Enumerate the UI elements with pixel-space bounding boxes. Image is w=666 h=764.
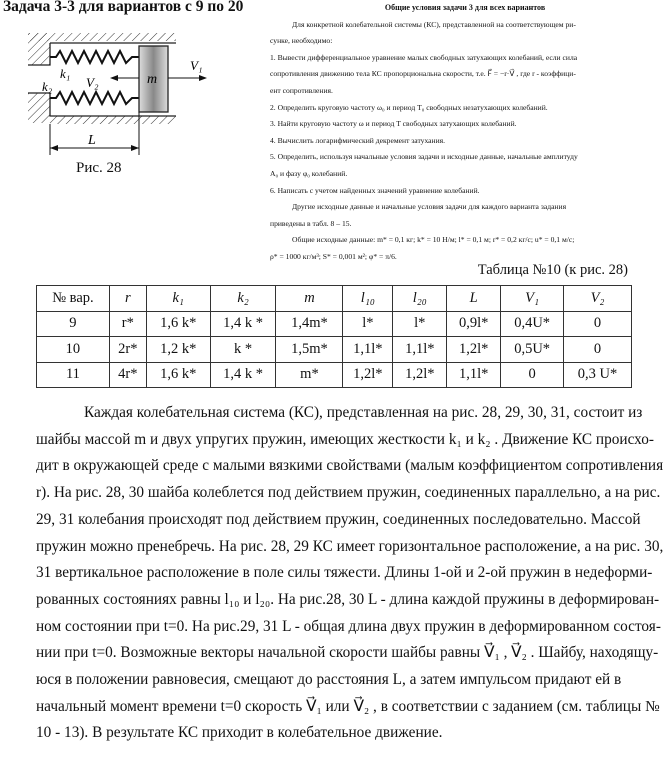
cell: 1,2 k*: [146, 337, 210, 363]
cell: 0: [564, 311, 632, 337]
figure-spring-mass: [0, 20, 230, 160]
text-line: начальный момент времени t=0 скорость V⃗₁ или V⃗₂ , в соответствии с заданием (см. таблицы №: [36, 697, 660, 715]
header-cell: k₁: [146, 286, 210, 312]
text-line: Общие исходные данные: m* = 0,1 кг; k* = 10 Н/м; l* = 0,1 м; r* = 0,2 кг/с; u* = 0,1 м/с;: [292, 235, 575, 245]
text-line: ном состоянии при t=0. На рис.29, 31 L - общая длина двух пружин в деформированном состоя-: [36, 617, 661, 635]
header-cell: № вар.: [37, 286, 110, 312]
label-v1: V₁: [190, 58, 203, 73]
cell: 1,6 k*: [146, 362, 210, 388]
cell: 0: [564, 337, 632, 363]
cell: 1,6 k*: [146, 311, 210, 337]
text-line: сопротивления движению тела КС пропорциональна скорости, т.е. F⃗ = −r·V⃗ , где r - коэффици-: [270, 69, 576, 79]
label-L: L: [88, 133, 96, 148]
cell: l*: [393, 311, 447, 337]
cell: 1,1l*: [393, 337, 447, 363]
label-k1: k₁: [60, 66, 71, 81]
text-line: юся в положении равновесия, смещают до расстояния L, а затем импульсом придают ей в: [36, 671, 622, 689]
table-caption: Таблица №10 (к рис. 28): [477, 262, 628, 278]
text-line: 31 вертикальное расположение в поле силы тяжести. Длины 1-ой и 2-ой пружин в недеформи-: [36, 564, 653, 582]
text-line: 3. Найти круговую частоту ω и период T свободных затухающих колебаний.: [270, 119, 517, 129]
cell: 0,4U*: [501, 311, 564, 337]
cell: 0,5U*: [501, 337, 564, 363]
task-title: Задача 3-3 для вариантов с 9 по 20: [3, 0, 244, 15]
text-line: 4. Вычислить логарифмический декремент затухания.: [270, 135, 446, 145]
text-line: 6. Написать с учетом найденных значений уравнение колебаний.: [270, 185, 480, 195]
text-line: ρ* = 1000 кг/м³; S* = 0,001 м²; φ* = π/6.: [270, 251, 397, 261]
text-line: r). На рис. 28, 30 шайба колеблется под действием пружин, соединенных параллельно, а на рис.: [36, 484, 661, 502]
cell: 2r*: [109, 337, 146, 363]
cell: 11: [37, 362, 110, 388]
cell: 1,4m*: [276, 311, 343, 337]
cell: 1,4 k *: [210, 362, 276, 388]
text-line: A₀ и фазу φ₀ колебаний.: [270, 168, 348, 178]
text-line: 5. Определить, используя начальные условия задачи и исходные данные, начальные амплитуду: [270, 152, 578, 162]
cell: 9: [37, 311, 110, 337]
header-cell: r: [109, 286, 146, 312]
header-cell: L: [447, 286, 501, 312]
text-line: нии при t=0. Возможные векторы начальной скорости шайбы равны V⃗₁ , V⃗₂ . Шайбу, находящу-: [36, 644, 659, 662]
header-cell: V₁: [501, 286, 564, 312]
cell: r*: [109, 311, 146, 337]
cell: k *: [210, 337, 276, 363]
cell: 1,1l*: [447, 362, 501, 388]
cell: 1,2l*: [393, 362, 447, 388]
header-cell: l₂₀: [393, 286, 447, 312]
text-line: Для конкретной колебательной системы (КС), представленной на соответствующем ри-: [292, 19, 576, 29]
cell: l*: [343, 311, 393, 337]
text-line: сунке, необходимо:: [270, 36, 333, 46]
text-line: Другие исходные данные и начальные условия задачи для каждого варианта задания: [292, 202, 567, 212]
figure-caption: Рис. 28: [76, 160, 122, 176]
label-k2: k₂: [42, 79, 53, 94]
text-line: шайбы массой m и двух упругих пружин, имеющих жесткости k₁ и k₂ . Движение КС происхо-: [36, 430, 654, 448]
cell: 10: [37, 337, 110, 363]
header-cell: m: [276, 286, 343, 312]
text-line: Каждая колебательная система (КС), представленная на рис. 28, 29, 30, 31, состоит из: [84, 404, 643, 421]
description-paragraph: [36, 400, 664, 747]
cell: 1,1l*: [343, 337, 393, 363]
text-line: 29, 31 колебания происходят под действием пружин, соединенных последовательно. Массой: [36, 510, 641, 528]
table-header-row: [37, 286, 632, 312]
text-line: 2. Определить круговую частоту ω₀ и период T₀ свободных незатухающих колебаний.: [270, 102, 548, 112]
header-cell: V₂: [564, 286, 632, 312]
table-row: [37, 362, 632, 388]
cell: 0,3 U*: [564, 362, 632, 388]
table-row: [37, 337, 632, 363]
text-line: рованных состояниях равны l₁₀ и l₂₀. На рис.28, 30 L - длина каждой пружины в деформирован-: [36, 590, 660, 608]
text-line: приведены в табл. 8 – 15.: [270, 218, 352, 228]
general-heading: Общие условия задачи 3 для всех вариантов: [384, 3, 546, 12]
cell: 4r*: [109, 362, 146, 388]
text-line: дит в окружающей среде с малыми вязкими свойствами (малым коэффициентом сопротивления: [36, 457, 664, 475]
cell: 1,4 k *: [210, 311, 276, 337]
cell: 1,2l*: [447, 337, 501, 363]
label-m: m: [147, 72, 158, 87]
text-line: 10 - 13). В результате КС приходит в колебательное движение.: [36, 724, 443, 742]
text-line: пружин можно пренебречь. На рис. 28, 29 КС имеет горизонтальное расположение, а на рис. 30,: [36, 537, 664, 555]
cell: 0,9l*: [447, 311, 501, 337]
text-line: 1. Вывести дифференциальное уравнение малых свободных затухающих колебаний, если сила: [270, 52, 578, 62]
label-v2: V₂: [86, 75, 99, 90]
spring-k2: [50, 92, 139, 104]
cell: 1,5m*: [276, 337, 343, 363]
header-cell: k₂: [210, 286, 276, 312]
spring-k1: [50, 51, 139, 63]
general-conditions: [270, 0, 660, 266]
cell: m*: [276, 362, 343, 388]
table-row: [37, 311, 632, 337]
cell: 1,2l*: [343, 362, 393, 388]
header-cell: l₁₀: [343, 286, 393, 312]
text-line: ент сопротивления.: [270, 85, 333, 95]
variants-table: [36, 285, 632, 388]
cell: 0: [501, 362, 564, 388]
